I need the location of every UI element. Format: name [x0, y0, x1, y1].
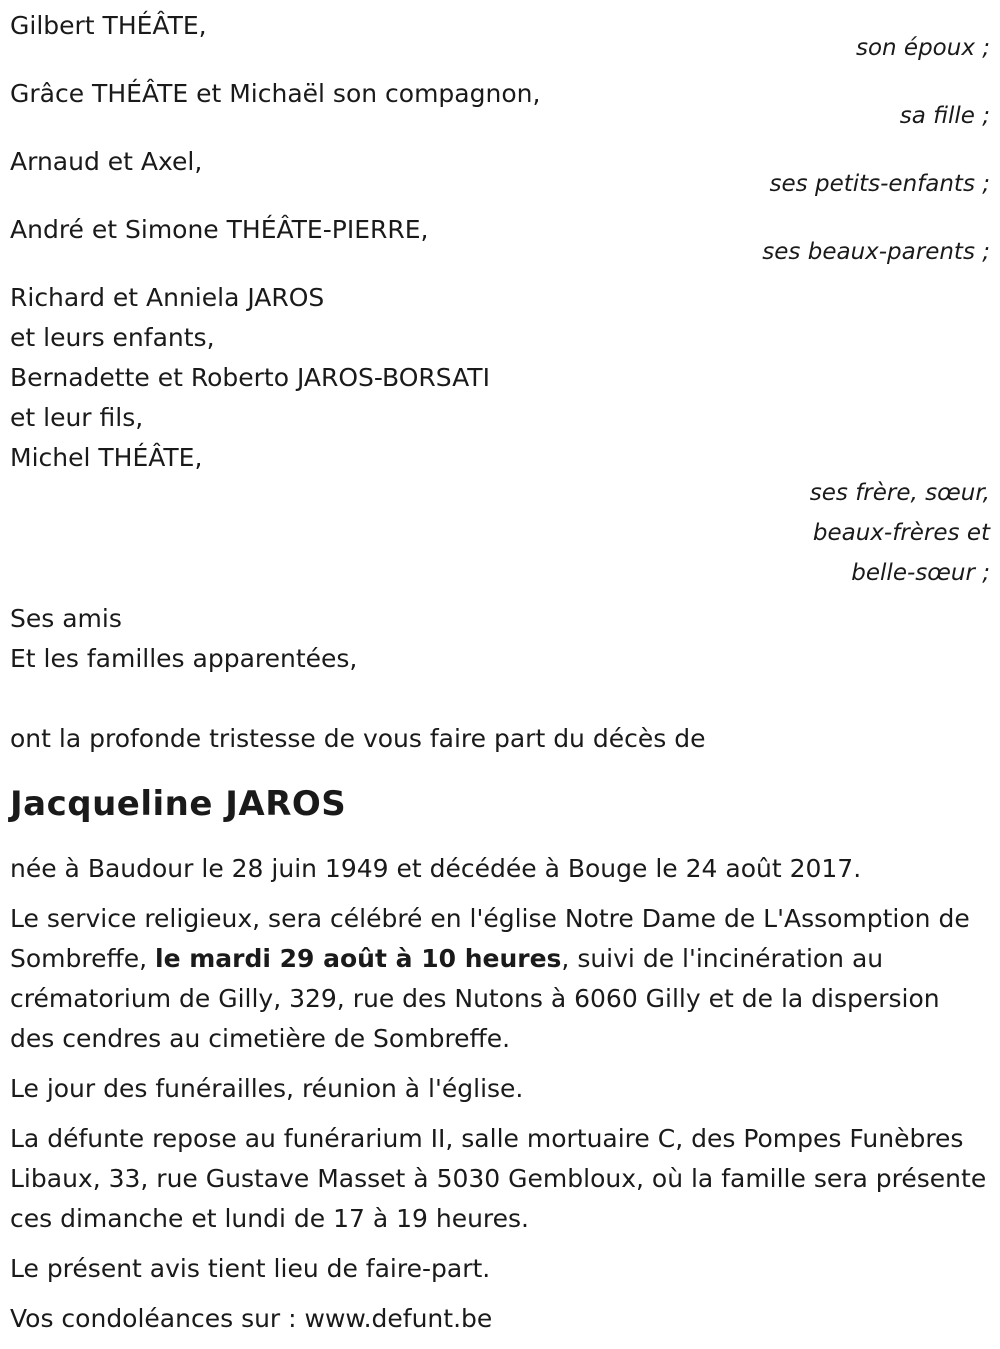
service-text: , suivi de l'incinération au crématorium de Gilly, 329, rue des Nutons à 6060 Gilly et de la dispersion des cendres au cimetière de Sombreffe. — [10, 944, 940, 1053]
family-relation: son époux ; — [855, 35, 990, 61]
family-names: Michel THÉÂTE, — [10, 443, 203, 472]
family-group-grandchildren — [10, 142, 990, 204]
resting-place-info: La défunte repose au funérarium II, salle mortuaire C, des Pompes Funèbres Libaux, 33, rue Gustave Masset à 5030 Gembloux, où la famille sera présente ces dimanche et lundi de 17 à 19 heures. — [10, 1124, 987, 1233]
friends-line: Et les familles apparentées, — [10, 644, 358, 673]
family-relation: ses beaux-parents ; — [762, 239, 990, 265]
family-names: Grâce THÉÂTE et Michaël son compagnon, — [10, 79, 541, 108]
service-text: Le service religieux, sera célébré en l'église Notre Dame de L'Assomption de Sombreffe, — [10, 904, 970, 973]
family-names: et leurs enfants, — [10, 323, 215, 352]
family-names: Arnaud et Axel, — [10, 147, 203, 176]
family-relation: ses petits-enfants ; — [769, 171, 990, 197]
family-group-siblings — [10, 278, 990, 593]
family-relation: beaux-frères et — [812, 520, 990, 546]
family-names: et leur fils, — [10, 403, 144, 432]
service-date-time: le mardi 29 août à 10 heures — [155, 944, 562, 973]
obituary-notice — [10, 6, 990, 1349]
family-group-daughter — [10, 74, 990, 136]
birth-death-dates: née à Baudour le 28 juin 1949 et décédée à Bouge le 24 août 2017. — [10, 854, 862, 883]
family-relation-stack — [10, 473, 990, 593]
family-names: Gilbert THÉÂTE, — [10, 11, 207, 40]
family-group-parents-in-law — [10, 210, 990, 272]
family-relation: sa fille ; — [899, 103, 990, 129]
notice-statement: Le présent avis tient lieu de faire-part. — [10, 1254, 491, 1283]
family-names: Richard et Anniela JAROS — [10, 283, 325, 312]
family-names: André et Simone THÉÂTE-PIERRE, — [10, 215, 429, 244]
friends-line: Ses amis — [10, 604, 122, 633]
service-details — [10, 899, 990, 1059]
reunion-info: Le jour des funérailles, réunion à l'église. — [10, 1074, 524, 1103]
family-relation: belle-sœur ; — [851, 560, 990, 586]
family-relation: ses frère, sœur, — [809, 480, 990, 506]
condolences-link[interactable]: Vos condoléances sur : www.defunt.be — [10, 1304, 493, 1333]
deceased-name: Jacqueline JAROS — [10, 784, 347, 824]
family-names: Bernadette et Roberto JAROS-BORSATI — [10, 363, 490, 392]
family-group-spouse — [10, 6, 990, 68]
friends-block — [10, 599, 990, 679]
announcement: ont la profonde tristesse de vous faire part du décès de — [10, 724, 706, 753]
